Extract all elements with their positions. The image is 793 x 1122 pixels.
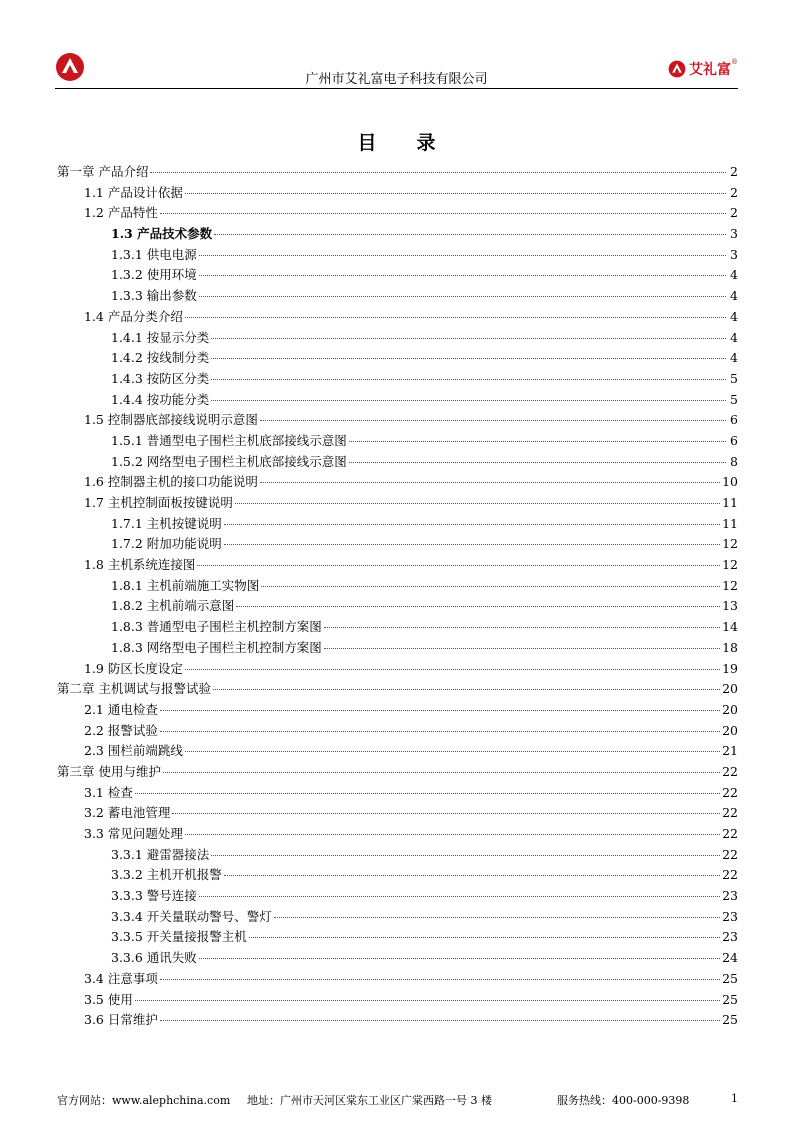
toc-entry[interactable] bbox=[57, 452, 738, 473]
toc-entry[interactable] bbox=[57, 203, 738, 224]
toc-entry-title: 第二章 主机调试与报警试验 bbox=[57, 681, 211, 697]
toc-leader-dots bbox=[211, 855, 720, 856]
toc-entry-title: 3.3.4 开关量联动警号、警灯 bbox=[111, 908, 272, 924]
toc-entry[interactable] bbox=[57, 886, 738, 907]
toc-entry[interactable] bbox=[57, 596, 738, 617]
toc-entry-page: 23 bbox=[722, 929, 738, 945]
toc-entry-title: 1.8.3 网络型电子围栏主机控制方案图 bbox=[111, 639, 322, 655]
toc-entry-page: 4 bbox=[730, 288, 738, 304]
toc-leader-dots bbox=[160, 710, 720, 711]
toc-leader-dots bbox=[199, 896, 720, 897]
toc-entry[interactable] bbox=[57, 783, 738, 804]
page-number: 1 bbox=[731, 1092, 738, 1105]
toc-entry-title: 3.3.3 警号连接 bbox=[111, 888, 197, 904]
toc-entry-page: 20 bbox=[722, 722, 738, 738]
toc-leader-dots bbox=[261, 586, 720, 587]
toc-leader-dots bbox=[160, 213, 726, 214]
toc-leader-dots bbox=[135, 1000, 720, 1001]
toc-entry-title: 1.7.2 附加功能说明 bbox=[111, 536, 222, 552]
toc-entry-page: 12 bbox=[722, 536, 738, 552]
table-of-contents bbox=[57, 162, 738, 1031]
toc-entry[interactable] bbox=[57, 576, 738, 597]
toc-leader-dots bbox=[260, 482, 720, 483]
toc-entry-page: 21 bbox=[722, 743, 738, 759]
toc-leader-dots bbox=[324, 627, 720, 628]
toc-leader-dots bbox=[163, 772, 720, 773]
toc-entry-title: 1.5.2 网络型电子围栏主机底部接线示意图 bbox=[111, 453, 347, 469]
brand-name: 艾礼富 bbox=[689, 62, 731, 78]
toc-leader-dots bbox=[213, 689, 720, 690]
toc-entry-page: 22 bbox=[722, 846, 738, 862]
toc-entry-title: 1.3.3 输出参数 bbox=[111, 288, 197, 304]
toc-entry-page: 24 bbox=[722, 950, 738, 966]
toc-leader-dots bbox=[224, 875, 720, 876]
toc-entry-page: 12 bbox=[722, 557, 738, 573]
toc-entry-page: 18 bbox=[722, 639, 738, 655]
toc-entry-title: 1.6 控制器主机的接口功能说明 bbox=[84, 474, 258, 490]
toc-entry[interactable] bbox=[57, 286, 738, 307]
toc-entry[interactable] bbox=[57, 617, 738, 638]
toc-entry-title: 1.5.1 普通型电子围栏主机底部接线示意图 bbox=[111, 432, 347, 448]
toc-entry-page: 5 bbox=[730, 391, 738, 407]
toc-leader-dots bbox=[224, 544, 720, 545]
toc-entry[interactable] bbox=[57, 845, 738, 866]
toc-entry-title: 2.2 报警试验 bbox=[84, 722, 158, 738]
toc-entry-page: 22 bbox=[722, 763, 738, 779]
brand-logo bbox=[668, 58, 738, 80]
toc-entry-title: 1.8.2 主机前端示意图 bbox=[111, 598, 235, 614]
toc-leader-dots bbox=[249, 937, 720, 938]
toc-entry-page: 23 bbox=[722, 888, 738, 904]
toc-entry[interactable] bbox=[57, 721, 738, 742]
toc-entry[interactable] bbox=[57, 948, 738, 969]
toc-entry-title: 第三章 使用与维护 bbox=[57, 763, 161, 779]
toc-leader-dots bbox=[199, 255, 726, 256]
toc-entry[interactable] bbox=[57, 369, 738, 390]
toc-entry-page: 4 bbox=[730, 329, 738, 345]
toc-title-char: 目 bbox=[357, 132, 377, 154]
toc-entry-page: 10 bbox=[722, 474, 738, 490]
toc-entry[interactable] bbox=[57, 824, 738, 845]
toc-entry-title: 1.3.2 使用环境 bbox=[111, 267, 197, 283]
toc-entry[interactable] bbox=[57, 162, 738, 183]
toc-entry[interactable] bbox=[57, 1010, 738, 1031]
toc-entry-title: 1.3 产品技术参数 bbox=[111, 226, 213, 242]
toc-entry[interactable] bbox=[57, 762, 738, 783]
toc-entry-title: 1.8 主机系统连接图 bbox=[84, 557, 196, 573]
footer-website: 官方网站：www.alephchina.com bbox=[57, 1094, 231, 1107]
toc-entry-title: 3.1 检查 bbox=[84, 784, 133, 800]
toc-leader-dots bbox=[199, 958, 720, 959]
toc-entry-title: 3.6 日常维护 bbox=[84, 1012, 158, 1028]
toc-entry-title: 3.2 蓄电池管理 bbox=[84, 805, 171, 821]
toc-leader-dots bbox=[150, 172, 726, 173]
toc-entry-title: 1.2 产品特性 bbox=[84, 205, 158, 221]
toc-entry-page: 4 bbox=[730, 350, 738, 366]
toc-entry[interactable] bbox=[57, 245, 738, 266]
toc-entry-title: 1.4.4 按功能分类 bbox=[111, 391, 210, 407]
toc-entry-title: 1.4.1 按显示分类 bbox=[111, 329, 210, 345]
toc-leader-dots bbox=[160, 979, 720, 980]
toc-leader-dots bbox=[324, 648, 720, 649]
toc-entry-title: 3.3.1 避雷器接法 bbox=[111, 846, 210, 862]
toc-leader-dots bbox=[185, 834, 720, 835]
toc-entry-title: 1.3.1 供电电源 bbox=[111, 246, 197, 262]
toc-entry-title: 1.7.1 主机按键说明 bbox=[111, 515, 222, 531]
toc-leader-dots bbox=[197, 565, 720, 566]
toc-entry-title: 1.5 控制器底部接线说明示意图 bbox=[84, 412, 258, 428]
toc-leader-dots bbox=[211, 358, 726, 359]
toc-entry[interactable] bbox=[57, 307, 738, 328]
toc-leader-dots bbox=[185, 317, 726, 318]
toc-leader-dots bbox=[349, 462, 726, 463]
company-name: 广州市艾礼富电子科技有限公司 bbox=[305, 72, 488, 87]
page-footer bbox=[57, 1092, 738, 1108]
toc-entry-page: 22 bbox=[722, 826, 738, 841]
toc-entry[interactable] bbox=[57, 907, 738, 928]
footer-hotline: 服务热线：400-000-9398 bbox=[557, 1094, 690, 1107]
toc-entry-page: 23 bbox=[722, 908, 738, 924]
toc-entry[interactable] bbox=[57, 638, 738, 659]
toc-entry[interactable] bbox=[57, 472, 738, 493]
toc-entry-title: 1.9 防区长度设定 bbox=[84, 660, 183, 676]
toc-leader-dots bbox=[236, 606, 720, 607]
toc-entry-page: 8 bbox=[730, 453, 738, 469]
toc-entry-page: 22 bbox=[722, 867, 738, 883]
toc-entry-page: 3 bbox=[730, 226, 738, 242]
toc-entry-title: 3.3.5 开关量接报警主机 bbox=[111, 929, 247, 945]
toc-leader-dots bbox=[224, 524, 720, 525]
toc-entry-title: 1.7 主机控制面板按键说明 bbox=[84, 495, 233, 510]
toc-entry-title: 第一章 产品介绍 bbox=[57, 164, 149, 179]
toc-entry[interactable] bbox=[57, 183, 738, 204]
toc-entry-page: 22 bbox=[722, 784, 738, 800]
toc-entry[interactable] bbox=[57, 410, 738, 431]
toc-leader-dots bbox=[211, 400, 726, 401]
toc-entry-title: 3.5 使用 bbox=[84, 991, 133, 1007]
toc-leader-dots bbox=[160, 731, 720, 732]
toc-entry-page: 5 bbox=[730, 370, 738, 386]
toc-entry-page: 22 bbox=[722, 805, 738, 821]
footer-address: 地址：广州市天河区棠东工业区广棠西路一号 3 楼 bbox=[247, 1094, 492, 1107]
toc-entry-page: 2 bbox=[730, 184, 738, 200]
toc-leader-dots bbox=[160, 1020, 720, 1021]
toc-entry-page: 12 bbox=[722, 577, 738, 593]
page-header bbox=[55, 52, 738, 89]
toc-leader-dots bbox=[274, 917, 720, 918]
toc-entry[interactable] bbox=[57, 390, 738, 411]
registered-mark: ® bbox=[731, 58, 738, 66]
toc-entry[interactable] bbox=[57, 431, 738, 452]
toc-entry-page: 19 bbox=[722, 660, 738, 676]
toc-entry-page: 6 bbox=[730, 412, 738, 428]
toc-entry[interactable] bbox=[57, 348, 738, 369]
toc-entry-title: 1.8.1 主机前端施工实物图 bbox=[111, 577, 260, 593]
toc-entry-page: 25 bbox=[722, 1012, 738, 1028]
toc-entry-page: 11 bbox=[722, 495, 738, 510]
toc-entry-title: 1.4.2 按线制分类 bbox=[111, 350, 210, 366]
toc-title-char: 录 bbox=[416, 132, 436, 154]
toc-leader-dots bbox=[211, 338, 726, 339]
toc-leader-dots bbox=[349, 441, 726, 442]
toc-leader-dots bbox=[235, 503, 720, 504]
toc-entry[interactable] bbox=[57, 265, 738, 286]
toc-leader-dots bbox=[185, 669, 720, 670]
toc-entry[interactable] bbox=[57, 514, 738, 535]
toc-entry-title: 3.4 注意事项 bbox=[84, 970, 158, 986]
toc-entry-title: 3.3.6 通讯失败 bbox=[111, 950, 197, 966]
toc-leader-dots bbox=[214, 234, 726, 235]
toc-entry[interactable] bbox=[57, 990, 738, 1011]
toc-entry-page: 25 bbox=[722, 970, 738, 986]
toc-entry-page: 13 bbox=[722, 598, 738, 614]
toc-leader-dots bbox=[199, 275, 726, 276]
toc-entry[interactable] bbox=[57, 927, 738, 948]
toc-entry[interactable] bbox=[57, 969, 738, 990]
toc-entry-title: 1.1 产品设计依据 bbox=[84, 184, 183, 200]
toc-entry-page: 3 bbox=[730, 246, 738, 262]
toc-entry-page: 4 bbox=[730, 308, 738, 324]
toc-entry-page: 2 bbox=[730, 205, 738, 221]
toc-entry[interactable] bbox=[57, 534, 738, 555]
toc-leader-dots bbox=[135, 793, 720, 794]
toc-entry[interactable] bbox=[57, 328, 738, 349]
toc-leader-dots bbox=[185, 751, 720, 752]
toc-entry-title: 2.3 围栏前端跳线 bbox=[84, 743, 183, 759]
toc-entry-page: 25 bbox=[722, 991, 738, 1007]
toc-entry-title: 1.4.3 按防区分类 bbox=[111, 370, 210, 386]
toc-entry-title: 3.3 常见问题处理 bbox=[84, 826, 183, 841]
toc-leader-dots bbox=[260, 420, 726, 421]
toc-entry-page: 20 bbox=[722, 681, 738, 697]
toc-entry[interactable] bbox=[57, 865, 738, 886]
toc-entry-title: 1.4 产品分类介绍 bbox=[84, 308, 183, 324]
toc-entry-page: 6 bbox=[730, 432, 738, 448]
toc-leader-dots bbox=[211, 379, 726, 380]
toc-entry[interactable] bbox=[57, 224, 738, 245]
toc-entry-title: 3.3.2 主机开机报警 bbox=[111, 867, 222, 883]
toc-entry-page: 11 bbox=[722, 515, 738, 531]
toc-leader-dots bbox=[172, 813, 720, 814]
toc-entry-page: 4 bbox=[730, 267, 738, 283]
toc-entry[interactable] bbox=[57, 659, 738, 680]
toc-entry-title: 1.8.3 普通型电子围栏主机控制方案图 bbox=[111, 619, 322, 635]
toc-entry[interactable] bbox=[57, 803, 738, 824]
toc-entry[interactable] bbox=[57, 700, 738, 721]
toc-entry[interactable] bbox=[57, 493, 738, 514]
toc-entry[interactable] bbox=[57, 741, 738, 762]
toc-entry-page: 20 bbox=[722, 701, 738, 717]
toc-entry-page: 2 bbox=[730, 164, 738, 179]
toc-entry-title: 2.1 通电检查 bbox=[84, 701, 158, 717]
brand-logo-icon bbox=[668, 60, 686, 78]
toc-leader-dots bbox=[185, 193, 726, 194]
toc-leader-dots bbox=[199, 296, 726, 297]
toc-entry[interactable] bbox=[57, 555, 738, 576]
toc-entry[interactable] bbox=[57, 679, 738, 700]
toc-title bbox=[0, 128, 793, 155]
toc-entry-page: 14 bbox=[722, 619, 738, 635]
